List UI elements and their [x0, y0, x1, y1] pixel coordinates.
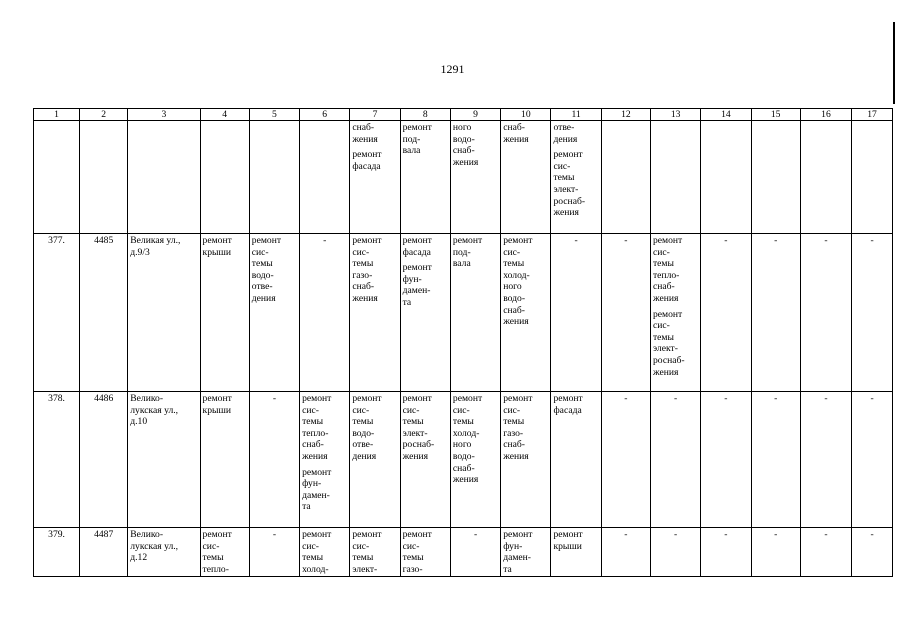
cell-text-line: темы	[352, 416, 374, 428]
cell-text-line: фасада	[553, 404, 582, 416]
cell-text-line: отве-	[553, 122, 575, 133]
cell-text-line: снаб-	[652, 281, 675, 293]
cell-text-line: элект-	[352, 563, 378, 575]
repair-register-table	[33, 108, 893, 577]
work-cell-col-11: -	[551, 234, 601, 392]
cell-text-line: жения	[652, 366, 679, 378]
cell-text-line: сис-	[202, 540, 220, 552]
cell-text-line: ремонт	[652, 308, 683, 320]
cell-text-line: ремонт	[553, 529, 583, 540]
work-cell-col-7	[350, 528, 400, 577]
cell-text-line: фасада	[352, 160, 381, 172]
work-cell-col-17: -	[852, 234, 893, 392]
cell-text-line: жения	[553, 207, 579, 219]
cell-text-line: ремонт	[202, 235, 232, 246]
address-cell	[128, 121, 200, 234]
work-cell-col-13	[650, 121, 700, 234]
cell-text-line: роснаб-	[652, 354, 685, 366]
cell-text-line: д.9/3	[130, 246, 150, 258]
cell-text-line: сис-	[251, 246, 269, 258]
cell-text-line: Велико-	[130, 393, 164, 404]
cell-text-line: ремонт	[503, 393, 533, 404]
column-header: 6	[300, 109, 350, 121]
work-cell-col-6	[300, 121, 350, 234]
cell-text-line: сис-	[302, 540, 319, 552]
cell-text-line: тепло-	[202, 563, 229, 575]
cell-text-line: ремонт	[503, 235, 533, 246]
cell-text-line: ного	[452, 439, 472, 451]
work-cell-col-15: -	[751, 528, 800, 577]
cell-text-line: жения	[352, 133, 378, 145]
row-number-cell	[34, 121, 80, 234]
cell-text-line: снаб-	[452, 145, 475, 157]
cell-text-line: дения	[251, 292, 276, 304]
work-cell-col-5: -	[249, 528, 299, 577]
cell-text-line: крыши	[553, 540, 582, 552]
cell-text-line: темы	[202, 552, 224, 564]
cell-text-line: та	[503, 563, 512, 575]
work-cell-col-7	[350, 392, 400, 528]
object-id-cell	[80, 234, 128, 392]
work-cell-col-5: -	[249, 392, 299, 528]
address-cell	[128, 392, 200, 528]
cell-text-line: тепло-	[302, 427, 329, 439]
object-id-cell	[80, 528, 128, 577]
work-cell-col-16: -	[800, 528, 851, 577]
cell-text-line: водо-	[452, 450, 475, 462]
cell-text-line: крыши	[202, 246, 231, 258]
cell-text-line: снаб-	[503, 122, 525, 133]
work-cell-col-15	[751, 121, 800, 234]
column-header: 11	[551, 109, 601, 121]
cell-text-line: 4486	[94, 393, 114, 404]
object-id-cell	[80, 392, 128, 528]
cell-text-line: ремонт	[402, 529, 432, 540]
cell-text-line: ремонт	[503, 529, 533, 540]
cell-text-line: фун-	[302, 478, 322, 490]
column-header: 15	[751, 109, 800, 121]
cell-text-line: та	[402, 296, 412, 308]
column-header: 8	[400, 109, 450, 121]
cell-text-line: ремонт	[302, 466, 332, 478]
cell-text-line: снаб-	[503, 439, 525, 451]
work-cell-col-4	[200, 528, 249, 577]
work-cell-col-7	[350, 234, 400, 392]
cell-text-line: сис-	[503, 404, 521, 416]
cell-text-line: ремонт	[251, 235, 282, 246]
work-cell-col-9	[450, 121, 500, 234]
column-header: 7	[350, 109, 400, 121]
cell-text-line: ремонт	[352, 393, 382, 404]
cell-text-line: ремонт	[402, 122, 432, 133]
cell-text-line: темы	[452, 416, 474, 428]
work-cell-col-8	[400, 234, 450, 392]
column-header: 4	[200, 109, 249, 121]
address-cell	[128, 528, 200, 577]
cell-text-line: ремонт	[352, 235, 382, 246]
cell-text-line: холод-	[452, 427, 480, 439]
cell-text-line: ремонт	[652, 235, 683, 246]
cell-text-line: дамен-	[402, 285, 431, 297]
work-cell-col-15: -	[751, 234, 800, 392]
cell-text-line: жения	[503, 316, 529, 328]
cell-text-line: ремонт	[202, 393, 232, 404]
cell-text-line: снаб-	[302, 439, 324, 451]
cell-text-line: снаб-	[352, 281, 375, 293]
work-cell-col-17: -	[852, 528, 893, 577]
cell-text-line: лукская ул.,	[130, 404, 179, 416]
cell-text-line: ремонт	[452, 393, 483, 404]
object-id-cell	[80, 121, 128, 234]
work-cell-col-13: -	[650, 392, 700, 528]
work-cell-col-5	[249, 121, 299, 234]
cell-text-line: ремонт	[202, 529, 232, 540]
work-cell-col-9: -	[450, 528, 500, 577]
cell-text-line: ного	[452, 122, 472, 133]
work-cell-col-16: -	[800, 234, 851, 392]
page-number: 1291	[440, 62, 465, 76]
work-cell-col-16	[800, 121, 851, 234]
cell-text-line: темы	[503, 416, 525, 428]
cell-text-line: отве-	[352, 439, 374, 451]
cell-text-line: темы	[402, 416, 424, 428]
cell-text-line: ремонт	[553, 393, 583, 404]
cell-text-line: газо-	[352, 269, 373, 281]
cell-text-line: темы	[652, 258, 674, 270]
cell-text-line: жения	[452, 474, 479, 486]
cell-text-line: фун-	[503, 540, 523, 552]
work-cell-col-15: -	[751, 392, 800, 528]
work-cell-col-7	[350, 121, 400, 234]
cell-text-line: д.10	[130, 416, 148, 428]
cell-text-line: темы	[302, 552, 324, 564]
cell-text-line: сис-	[352, 404, 370, 416]
cell-text-line: жения	[352, 292, 378, 304]
work-cell-col-6	[300, 528, 350, 577]
cell-text-line: лукская ул.,	[130, 540, 179, 552]
cell-text-line: водо-	[352, 427, 375, 439]
work-cell-col-4	[200, 234, 249, 392]
cell-text-line: 4487	[94, 529, 114, 540]
column-header: 2	[80, 109, 128, 121]
cell-text-line: ремонт	[302, 393, 332, 404]
cell-text-line: водо-	[251, 269, 274, 281]
column-header: 10	[501, 109, 551, 121]
work-cell-col-14	[701, 121, 751, 234]
table-row-continuation	[34, 121, 893, 234]
cell-text-line: дамен-	[302, 489, 330, 501]
cell-text-line: ремонт	[402, 262, 432, 274]
cell-text-line: д.12	[130, 552, 148, 564]
work-cell-col-12: -	[601, 392, 650, 528]
cell-text-line: фун-	[402, 273, 422, 285]
work-cell-col-8	[400, 392, 450, 528]
work-cell-col-10	[501, 121, 551, 234]
cell-text-line: дения	[553, 133, 578, 145]
work-cell-col-14: -	[701, 528, 751, 577]
work-cell-col-14: -	[701, 234, 751, 392]
cell-text-line: газо-	[402, 563, 423, 575]
cell-text-line: водо-	[452, 133, 475, 145]
cell-text-line: темы	[251, 258, 273, 270]
work-cell-col-12: -	[601, 528, 650, 577]
column-header: 17	[852, 109, 893, 121]
cell-text-line: снаб-	[452, 462, 475, 474]
work-cell-col-13: -	[650, 528, 700, 577]
cell-text-line: темы	[503, 258, 525, 270]
cell-text-line: жения	[503, 450, 529, 462]
cell-text-line: Великая ул.,	[130, 235, 181, 246]
cell-text-line: под-	[452, 246, 471, 258]
cell-text-line: та	[302, 501, 311, 513]
cell-text-line: роснаб-	[553, 195, 586, 207]
cell-text-line: жения	[452, 156, 479, 168]
work-cell-col-11	[551, 528, 601, 577]
cell-text-line: 378.	[48, 393, 65, 404]
row-number-cell	[34, 234, 80, 392]
cell-text-line: отве-	[251, 281, 273, 293]
cell-text-line: темы	[302, 416, 324, 428]
work-cell-col-8	[400, 121, 450, 234]
work-cell-col-16: -	[800, 392, 851, 528]
cell-text-line: ного	[503, 281, 522, 293]
work-cell-col-12	[601, 121, 650, 234]
cell-text-line: фасада	[402, 246, 431, 258]
work-cell-col-10	[501, 528, 551, 577]
cell-text-line: сис-	[652, 320, 670, 332]
cell-text-line: Велико-	[130, 529, 164, 540]
cell-text-line: под-	[402, 133, 421, 145]
cell-text-line: ремонт	[352, 149, 382, 161]
work-cell-col-11	[551, 392, 601, 528]
work-cell-col-4	[200, 392, 249, 528]
cell-text-line: крыши	[202, 404, 231, 416]
cell-text-line: дамен-	[503, 552, 531, 564]
cell-text-line: сис-	[302, 404, 319, 416]
column-header: 3	[128, 109, 200, 121]
work-cell-col-6: -	[300, 234, 350, 392]
cell-text-line: жения	[652, 292, 679, 304]
column-number-header-row	[34, 109, 893, 121]
cell-text-line: 377.	[48, 235, 65, 246]
work-cell-col-4	[200, 121, 249, 234]
row-number-cell	[34, 528, 80, 577]
address-cell	[128, 234, 200, 392]
cell-text-line: элект-	[652, 343, 678, 355]
cell-text-line: сис-	[503, 246, 521, 258]
cell-text-line: темы	[352, 552, 374, 564]
cell-text-line: снаб-	[352, 122, 375, 133]
column-header: 1	[34, 109, 80, 121]
cell-text-line: сис-	[402, 540, 420, 552]
cell-text-line: сис-	[452, 404, 470, 416]
cell-text-line: вала	[402, 145, 421, 157]
cell-text-line: жения	[402, 450, 429, 462]
column-header: 14	[701, 109, 751, 121]
cell-text-line: сис-	[402, 404, 420, 416]
work-cell-col-8	[400, 528, 450, 577]
work-cell-col-12: -	[601, 234, 650, 392]
cell-text-line: холод-	[302, 563, 329, 575]
work-cell-col-14: -	[701, 392, 751, 528]
cell-text-line: 4485	[94, 235, 114, 246]
cell-text-line: вала	[452, 258, 471, 270]
cell-text-line: темы	[402, 552, 424, 564]
cell-text-line: сис-	[352, 540, 370, 552]
cell-text-line: снаб-	[503, 304, 525, 316]
cell-text-line: жения	[302, 450, 328, 462]
work-cell-col-11	[551, 121, 601, 234]
cell-text-line: темы	[553, 172, 575, 184]
work-cell-col-6	[300, 392, 350, 528]
cell-text-line: сис-	[652, 246, 670, 258]
work-cell-col-9	[450, 392, 500, 528]
cell-text-line: жения	[503, 133, 529, 145]
work-cell-col-5	[249, 234, 299, 392]
column-header: 12	[601, 109, 650, 121]
cell-text-line: элект-	[402, 427, 428, 439]
cell-text-line: тепло-	[652, 269, 680, 281]
table-row-379	[34, 528, 893, 577]
cell-text-line: холод-	[503, 269, 530, 281]
table-row-378	[34, 392, 893, 528]
cell-text-line: сис-	[352, 246, 370, 258]
work-cell-col-17: -	[852, 392, 893, 528]
cell-text-line: ремонт	[302, 529, 332, 540]
work-cell-col-10	[501, 234, 551, 392]
work-cell-col-17	[852, 121, 893, 234]
cell-text-line: темы	[652, 331, 674, 343]
page-edge-rule	[893, 22, 895, 104]
table-row-377	[34, 234, 893, 392]
cell-text-line: ремонт	[352, 529, 382, 540]
cell-text-line: сис-	[553, 160, 571, 172]
work-cell-col-9	[450, 234, 500, 392]
column-header: 16	[800, 109, 851, 121]
cell-text-line: газо-	[503, 427, 524, 439]
cell-text-line: ремонт	[452, 235, 483, 246]
column-header: 5	[249, 109, 299, 121]
work-cell-col-10	[501, 392, 551, 528]
cell-text-line: водо-	[503, 292, 526, 304]
column-header: 13	[650, 109, 700, 121]
cell-text-line: ремонт	[402, 393, 432, 404]
work-cell-col-13	[650, 234, 700, 392]
cell-text-line: роснаб-	[402, 439, 435, 451]
cell-text-line: темы	[352, 258, 374, 270]
column-header: 9	[450, 109, 500, 121]
cell-text-line: 379.	[48, 529, 65, 540]
cell-text-line: элект-	[553, 183, 579, 195]
cell-text-line: дения	[352, 450, 377, 462]
cell-text-line: ремонт	[402, 235, 432, 246]
cell-text-line: ремонт	[553, 149, 583, 161]
row-number-cell	[34, 392, 80, 528]
